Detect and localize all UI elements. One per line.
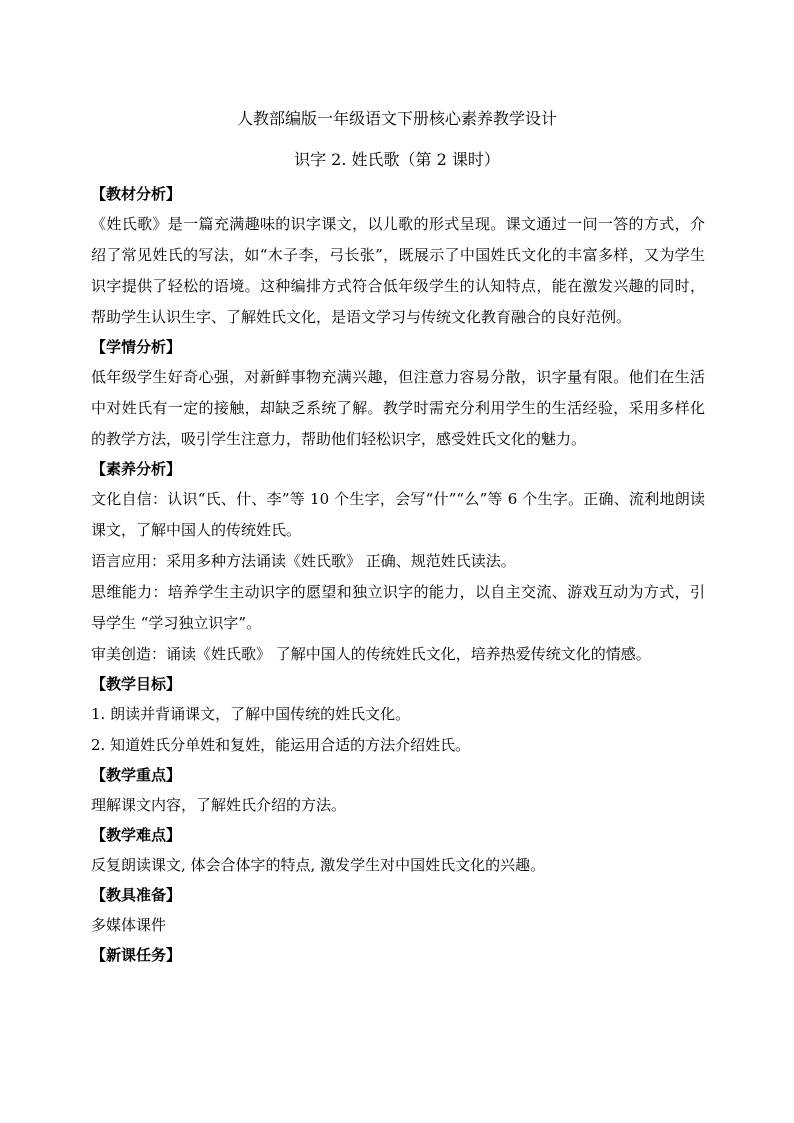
section-paragraph: 思维能力：培养学生主动识字的愿望和独立识字的能力，以自主交流、游戏互动为方式，引导学生 “学习独立识字”。 [91,583,705,632]
section-heading-key-points: 【教学重点】 [91,766,182,784]
goal-item: 1. 朗读并背诵课文，了解中国传统的姓氏文化。 [91,705,411,723]
section-heading-teaching-aids: 【教具准备】 [91,886,182,904]
section-heading-textbook-analysis: 【教材分析】 [91,185,182,203]
section-paragraph: 多媒体课件 [91,916,167,934]
section-paragraph: 低年级学生好奇心强，对新鲜事物充满兴趣，但注意力容易分散，识字量有限。他们在生活中对姓氏有一定的接触，却缺乏系统了解。教学时需充分利用学生的生活经验，采用多样化的教学方法，吸引学生注意力，帮助他们轻松识字，感受姓氏文化的魅力。 [91,368,705,448]
section-paragraph: 反复朗读课文, 体会合体字的特点, 激发学生对中国姓氏文化的兴趣。 [91,856,546,874]
section-heading-teaching-goals: 【教学目标】 [91,675,182,693]
section-heading-new-lesson-tasks: 【新课任务】 [91,946,182,964]
section-paragraph: 审美创造：诵读《姓氏歌》 了解中国人的传统姓氏文化，培养热爱传统文化的情感。 [91,645,651,663]
section-paragraph: 文化自信：认识“氏、什、李”等 10 个生字，会写“什”“么”等 6 个生字。正确、流利地朗读课文，了解中国人的传统姓氏。 [91,490,705,539]
section-heading-learner-analysis: 【学情分析】 [91,338,182,356]
document-title: 人教部编版一年级语文下册核心素养教学设计 [236,109,557,128]
section-paragraph: 理解课文内容，了解姓氏介绍的方法。 [91,796,347,814]
goal-item: 2. 知道姓氏分单姓和复姓，能运用合适的方法介绍姓氏。 [91,736,471,754]
document-body [91,180,705,970]
section-paragraph: 《姓氏歌》是一篇充满趣味的识字课文，以儿歌的形式呈现。课文通过一问一答的方式，介绍了常见姓氏的写法，如“木子李，弓长张”，既展示了中国姓氏文化的丰富多样，又为学生识字提供了轻松的语境。这种编排方式符合低年级学生的认知特点，能在激发兴趣的同时，帮助学生认识生字、了解姓氏文化，是语文学习与传统文化教育融合的良好范例。 [91,215,705,326]
section-heading-literacy-analysis: 【素养分析】 [91,460,182,478]
section-heading-difficult-points: 【教学难点】 [91,826,182,844]
section-paragraph: 语言应用：采用多种方法诵读《姓氏歌》 正确、规范姓氏读法。 [91,552,516,570]
document-subtitle: 识字 2. 姓氏歌（第 2 课时） [294,150,500,169]
